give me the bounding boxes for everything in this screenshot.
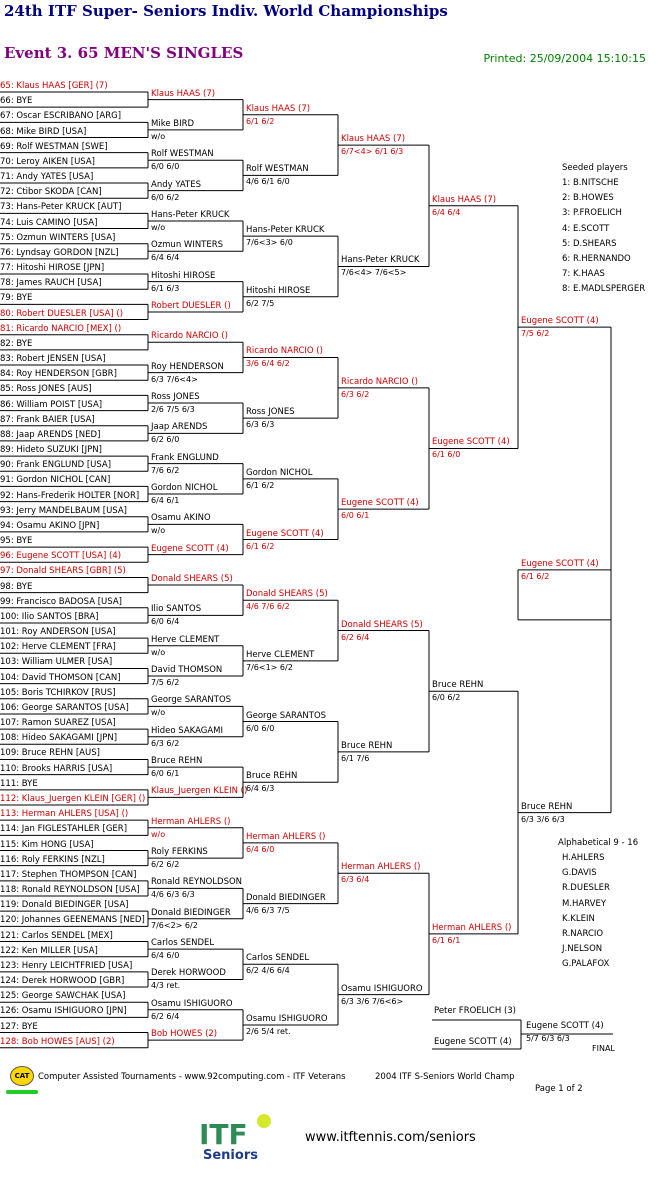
seeded-player: 1: B.NITSCHE xyxy=(562,178,619,188)
r1-score: w/o xyxy=(151,829,166,839)
r2-score: 6/1 6/2 xyxy=(246,480,275,490)
draw-entry: 121: Carlos SENDEL [MEX] xyxy=(0,930,113,941)
cat-logo: CAT xyxy=(10,1066,34,1086)
r1-score: 6/0 6/0 xyxy=(151,162,180,172)
r2-player: Eugene SCOTT (4) xyxy=(246,528,324,539)
alphabetical-player: G.DAVIS xyxy=(562,868,597,879)
draw-entry: 123: Henry LEICHTFRIED [USA] xyxy=(0,960,133,971)
draw-entry: 89: Hideto SUZUKI [JPN] xyxy=(0,445,102,456)
draw-entry: 74: Luis CAMINO [USA] xyxy=(0,217,98,228)
r1-player: Bob HOWES (2) xyxy=(151,1029,218,1040)
r5-player: Bruce REHN xyxy=(521,801,573,812)
r1-player: Jaap ARENDS xyxy=(151,422,208,433)
r3-score: 7/6<4> 7/6<5> xyxy=(341,268,407,278)
draw-entry: 91: Gordon NICHOL [CAN] xyxy=(0,475,111,486)
draw-entry: 125: George SAWCHAK [USA] xyxy=(0,991,126,1002)
draw-entry: 93: Jerry MANDELBAUM [USA] xyxy=(0,505,127,516)
alphabetical-player: G.PALAFOX xyxy=(562,959,610,970)
r1-player: Osamu ISHIGUORO xyxy=(151,998,233,1009)
r1-player: Gordon NICHOL xyxy=(151,483,218,493)
r6-score: 6/1 6/2 xyxy=(521,571,550,581)
r1-score: 6/3 7/6<4> xyxy=(151,374,198,384)
draw-entry: 109: Bruce REHN [AUS] xyxy=(0,748,100,759)
r4-score: 6/1 6/1 xyxy=(432,935,461,945)
r2-player: Herve CLEMENT xyxy=(246,649,315,660)
r3-score: 6/3 6/2 xyxy=(341,389,370,399)
final-winner: Eugene SCOTT (4) xyxy=(526,1021,604,1031)
r4-score: 6/4 6/4 xyxy=(432,207,461,217)
r1-score: 7/5 6/2 xyxy=(151,678,180,688)
r3-player: Eugene SCOTT (4) xyxy=(341,498,419,509)
draw-entry: 100: Ilio SANTOS [BRA] xyxy=(0,611,99,622)
seeded-player: 2: B.HOWES xyxy=(562,193,614,204)
r1-player: Robert DUESLER () xyxy=(151,300,231,311)
draw-entry: 115: Kim HONG [USA] xyxy=(0,839,94,850)
draw-entry: 104: David THOMSON [CAN] xyxy=(0,672,121,683)
final-bottom-player: Eugene SCOTT (4) xyxy=(434,1037,512,1047)
draw-entry: 97: Donald SHEARS [GBR] (5) xyxy=(0,566,126,577)
draw-entry: 66: BYE xyxy=(0,96,33,107)
r1-score: 4/3 ret. xyxy=(151,981,181,991)
draw-entry: 124: Derek HORWOOD [GBR] xyxy=(0,976,125,987)
draw-entry: 67: Oscar ESCRIBANO [ARG] xyxy=(0,111,122,122)
draw-entry: 90: Frank ENGLUND [USA] xyxy=(0,460,112,471)
r1-player: Eugene SCOTT (4) xyxy=(151,543,229,554)
r2-player: Donald SHEARS (5) xyxy=(246,589,328,600)
r3-player: Ricardo NARCIO () xyxy=(341,376,418,387)
r3-player: Osamu ISHIGUORO xyxy=(341,983,423,994)
r1-score: 6/0 6/4 xyxy=(151,617,180,627)
r1-player: Donald SHEARS (5) xyxy=(151,574,233,585)
draw-entry: 95: BYE xyxy=(0,536,33,547)
r1-score: 6/0 6/1 xyxy=(151,769,180,779)
draw-entry: 101: Roy ANDERSON [USA] xyxy=(0,627,116,638)
r1-score: w/o xyxy=(151,131,166,141)
r3-player: Bruce REHN xyxy=(341,740,393,751)
seeded-player: 4: E.SCOTT xyxy=(562,223,610,234)
r1-player: David THOMSON xyxy=(151,665,223,676)
alphabetical-player: H.AHLERS xyxy=(562,853,605,863)
draw-entry: 113: Herman AHLERS [USA] () xyxy=(0,809,129,820)
draw-entry: 114: Jan FIGLESTAHLER [GER] xyxy=(0,824,128,835)
seeded-player: 7: K.HAAS xyxy=(562,269,605,280)
page-title: 24th ITF Super- Seniors Indiv. World Championships xyxy=(4,2,448,20)
draw-entry: 108: Hideo SAKAGAMI [JPN] xyxy=(0,733,118,744)
seeded-heading: Seeded players xyxy=(562,163,628,173)
draw-entry: 88: Jaap ARENDS [NED] xyxy=(0,429,101,440)
footer-company: Computer Assisted Tournaments - www.92computing.com - ITF Veterans xyxy=(38,1072,346,1082)
r3-player: Hans-Peter KRUCK xyxy=(341,255,420,266)
r2-player: Carlos SENDEL xyxy=(246,953,310,964)
alphabetical-player: R.NARCIO xyxy=(562,929,604,939)
draw-entry: 80: Robert DUESLER [USA] () xyxy=(0,308,124,319)
r1-player: Carlos SENDEL xyxy=(151,938,215,949)
r1-player: Bruce REHN xyxy=(151,756,203,767)
draw-entry: 105: Boris TCHIRKOV [RUS] xyxy=(0,687,116,698)
r2-score: 6/0 6/0 xyxy=(246,723,275,733)
seeded-player: 6: R.HERNANDO xyxy=(562,254,631,264)
r2-score: 6/4 6/3 xyxy=(246,784,275,794)
r1-player: Derek HORWOOD xyxy=(151,968,226,979)
footer-championship: 2004 ITF S-Seniors World Champ xyxy=(375,1072,515,1082)
r3-score: 6/0 6/1 xyxy=(341,511,370,521)
r1-score: 6/0 6/2 xyxy=(151,192,180,202)
draw-entry: 78: James RAUCH [USA] xyxy=(0,278,102,289)
r1-score: w/o xyxy=(151,222,166,232)
r1-player: Donald BIEDINGER xyxy=(151,907,231,918)
draw-entry: 81: Ricardo NARCIO [MEX] () xyxy=(0,323,122,334)
r2-player: Osamu ISHIGUORO xyxy=(246,1013,328,1024)
draw-entry: 84: Roy HENDERSON [GBR] xyxy=(0,369,117,380)
r2-score: 6/1 6/2 xyxy=(246,116,275,126)
draw-entry: 70: Leroy AIKEN [USA] xyxy=(0,156,95,167)
draw-entry: 116: Roly FERKINS [NZL] xyxy=(0,854,105,865)
r3-score: 6/7<4> 6/1 6/3 xyxy=(341,147,404,157)
r4-player: Bruce REHN xyxy=(432,680,484,691)
draw-entry: 107: Ramon SUAREZ [USA] xyxy=(0,718,116,729)
seeded-player: 5: D.SHEARS xyxy=(562,238,617,249)
r5-score: 6/3 3/6 6/3 xyxy=(521,814,565,824)
draw-entry: 82: BYE xyxy=(0,338,33,349)
alphabetical-player: K.KLEIN xyxy=(562,913,595,924)
r2-player: Hitoshi HIROSE xyxy=(246,285,311,296)
alphabetical-player: R.DUESLER xyxy=(562,883,610,894)
r1-score: 7/6<2> 6/2 xyxy=(151,920,198,930)
r1-score: 6/4 6/1 xyxy=(151,496,180,505)
r2-score: 6/2 4/6 6/4 xyxy=(246,966,290,976)
r1-player: Roy HENDERSON xyxy=(151,361,224,372)
draw-entry: 96: Eugene SCOTT [USA] (4) xyxy=(0,551,122,562)
draw-entry: 122: Ken MILLER [USA] xyxy=(0,945,98,956)
r2-score: 6/4 6/0 xyxy=(246,844,275,854)
r1-score: 6/2 6/2 xyxy=(151,860,180,870)
draw-entry: 98: BYE xyxy=(0,581,33,592)
draw-entry: 92: Hans-Frederik HOLTER [NOR] xyxy=(0,490,140,501)
final-label: FINAL xyxy=(592,1044,615,1053)
r1-player: Klaus HAAS (7) xyxy=(151,88,216,99)
draw-entry: 103: William ULMER [USA] xyxy=(0,657,113,668)
alphabetical-player: J.NELSON xyxy=(562,944,603,955)
r4-player: Herman AHLERS () xyxy=(432,922,512,933)
r1-player: Andy YATES xyxy=(151,179,201,190)
r1-player: Ilio SANTOS xyxy=(151,604,202,615)
draw-entry: 128: Bob HOWES [AUS] (2) xyxy=(0,1036,115,1047)
r2-score: 2/6 5/4 ret. xyxy=(246,1026,291,1036)
final-top-player: Peter FROELICH (3) xyxy=(434,1006,516,1016)
draw-entry: 76: Lyndsay GORDON [NZL] xyxy=(0,247,119,258)
r1-player: Ricardo NARCIO () xyxy=(151,331,228,342)
r2-player: Hans-Peter KRUCK xyxy=(246,225,325,236)
alphabetical-heading: Alphabetical 9 - 16 xyxy=(558,838,639,848)
r2-score: 4/6 7/6 6/2 xyxy=(246,602,290,612)
draw-entry: 77: Hitoshi HIROSE [JPN] xyxy=(0,263,105,274)
r2-player: Gordon NICHOL xyxy=(246,467,313,478)
event-title: Event 3. 65 MEN'S SINGLES xyxy=(4,44,244,62)
r1-player: George SARANTOS xyxy=(151,695,232,706)
draw-entry: 127: BYE xyxy=(0,1021,38,1032)
r1-score: 6/4 6/0 xyxy=(151,951,180,961)
seeded-player: 3: P.FROELICH xyxy=(562,208,622,219)
r1-score: 6/2 6/0 xyxy=(151,435,180,445)
draw-entry: 69: Rolf WESTMAN [SWE] xyxy=(0,141,108,152)
r1-score: 6/2 6/4 xyxy=(151,1011,180,1021)
r1-score: 6/1 6/3 xyxy=(151,283,180,293)
r2-player: Rolf WESTMAN xyxy=(246,164,309,175)
r1-player: Mike BIRD xyxy=(151,118,195,129)
draw-entry: 71: Andy YATES [USA] xyxy=(0,172,94,183)
draw-entry: 110: Brooks HARRIS [USA] xyxy=(0,763,113,774)
r1-player: Roly FERKINS xyxy=(151,847,208,858)
itf-logo-subtext: Seniors xyxy=(203,1148,258,1163)
r6-player: Eugene SCOTT (4) xyxy=(521,558,599,569)
r2-player: Herman AHLERS () xyxy=(246,831,326,842)
r2-score: 7/6<1> 6/2 xyxy=(246,662,293,672)
r2-score: 6/1 6/2 xyxy=(246,541,275,551)
draw-entry: 75: Ozmun WINTERS [USA] xyxy=(0,232,116,243)
r2-player: Bruce REHN xyxy=(246,771,298,782)
r2-score: 6/3 6/3 xyxy=(246,420,275,430)
draw-entry: 72: Ctibor SKODA [CAN] xyxy=(0,187,102,198)
r1-score: 6/4 6/4 xyxy=(151,253,180,263)
draw-entry: 112: Klaus_Juergen KLEIN [GER] () xyxy=(0,793,146,804)
draw-entry: 111: BYE xyxy=(0,778,38,789)
r1-score: w/o xyxy=(151,647,166,657)
r2-score: 4/6 6/3 7/5 xyxy=(246,905,290,915)
draw-entry: 117: Stephen THOMPSON [CAN] xyxy=(0,869,137,880)
r1-score: 4/6 6/3 6/3 xyxy=(151,890,195,900)
r1-score: w/o xyxy=(151,526,166,536)
footer-page: Page 1 of 2 xyxy=(535,1084,583,1094)
itf-seniors-url: www.itftennis.com/seniors xyxy=(305,1130,476,1145)
seeded-player: 8: E.MADLSPERGER xyxy=(562,284,646,295)
r2-player: Donald BIEDINGER xyxy=(246,892,326,903)
r2-player: Ross JONES xyxy=(246,407,295,418)
r4-score: 6/0 6/2 xyxy=(432,693,461,703)
draw-entry: 79: BYE xyxy=(0,293,33,304)
r3-score: 6/2 6/4 xyxy=(341,632,370,642)
draw-entry: 118: Ronald REYNOLDSON [USA] xyxy=(0,885,140,895)
r2-score: 4/6 6/1 6/0 xyxy=(246,177,290,187)
r1-score: 2/6 7/5 6/3 xyxy=(151,404,195,414)
r1-player: Hitoshi HIROSE xyxy=(151,270,216,281)
r1-score: 6/3 6/2 xyxy=(151,738,180,748)
draw-entry: 86: William POIST [USA] xyxy=(0,399,103,410)
r3-score: 6/3 3/6 7/6<6> xyxy=(341,996,404,1006)
itf-logo-text: ITF xyxy=(199,1118,248,1151)
r1-player: Ronald REYNOLDSON xyxy=(151,877,243,888)
r1-player: Klaus_Juergen KLEIN () xyxy=(151,786,248,797)
r3-score: 6/1 7/6 xyxy=(341,753,370,763)
r3-score: 6/3 6/4 xyxy=(341,875,370,885)
r5-player: Eugene SCOTT (4) xyxy=(521,316,599,327)
draw-entry: 68: Mike BIRD [USA] xyxy=(0,126,87,137)
r2-player: George SARANTOS xyxy=(246,710,327,721)
r2-score: 6/2 7/5 xyxy=(246,298,275,308)
final-score: 5/7 6/3 6/3 xyxy=(526,1034,570,1043)
draw-entry: 119: Donald BIEDINGER [USA] xyxy=(0,900,129,911)
r2-score: 3/6 6/4 6/2 xyxy=(246,359,290,369)
draw-entry: 83: Robert JENSEN [USA] xyxy=(0,354,106,365)
r3-player: Donald SHEARS (5) xyxy=(341,619,423,630)
r1-score: w/o xyxy=(151,708,166,718)
draw-entry: 87: Frank BAIER [USA] xyxy=(0,414,95,425)
r3-player: Herman AHLERS () xyxy=(341,862,421,873)
draw-entry: 99: Francisco BADOSA [USA] xyxy=(0,596,122,607)
r1-player: Herve CLEMENT xyxy=(151,634,220,645)
draw-entry: 120: Johannes GEENEMANS [NED] xyxy=(0,915,145,926)
r4-score: 6/1 6/0 xyxy=(432,450,461,460)
r1-player: Herman AHLERS () xyxy=(151,816,231,827)
draw-entry: 94: Osamu AKINO [JPN] xyxy=(0,520,100,531)
r1-score: 7/6 6/2 xyxy=(151,465,180,475)
draw-entry: 102: Herve CLEMENT [FRA] xyxy=(0,642,116,653)
r2-score: 7/6<3> 6/0 xyxy=(246,238,293,248)
alphabetical-player: M.HARVEY xyxy=(562,898,607,909)
r1-player: Ross JONES xyxy=(151,391,200,402)
r2-player: Klaus HAAS (7) xyxy=(246,103,311,114)
r4-player: Eugene SCOTT (4) xyxy=(432,437,510,448)
draw-entry: 65: Klaus HAAS [GER] (7) xyxy=(0,81,108,91)
draw-entry: 85: Ross JONES [AUS] xyxy=(0,384,92,395)
draw-entry: 106: George SARANTOS [USA] xyxy=(0,702,129,713)
r1-player: Ozmun WINTERS xyxy=(151,240,224,251)
r1-player: Rolf WESTMAN xyxy=(151,149,214,160)
r1-player: Hideo SAKAGAMI xyxy=(151,725,223,736)
r3-player: Klaus HAAS (7) xyxy=(341,134,406,145)
r1-player: Osamu AKINO xyxy=(151,513,211,524)
draw-entry: 73: Hans-Peter KRUCK [AUT] xyxy=(0,202,122,213)
r2-player: Ricardo NARCIO () xyxy=(246,346,323,357)
r1-player: Frank ENGLUND xyxy=(151,452,219,463)
r4-player: Klaus HAAS (7) xyxy=(432,194,497,205)
r1-player: Hans-Peter KRUCK xyxy=(151,209,230,220)
printed-timestamp: Printed: 25/09/2004 15:10:15 xyxy=(483,52,646,65)
r5-score: 7/5 6/2 xyxy=(521,329,550,339)
draw-entry: 126: Osamu ISHIGUORO [JPN] xyxy=(0,1006,127,1017)
